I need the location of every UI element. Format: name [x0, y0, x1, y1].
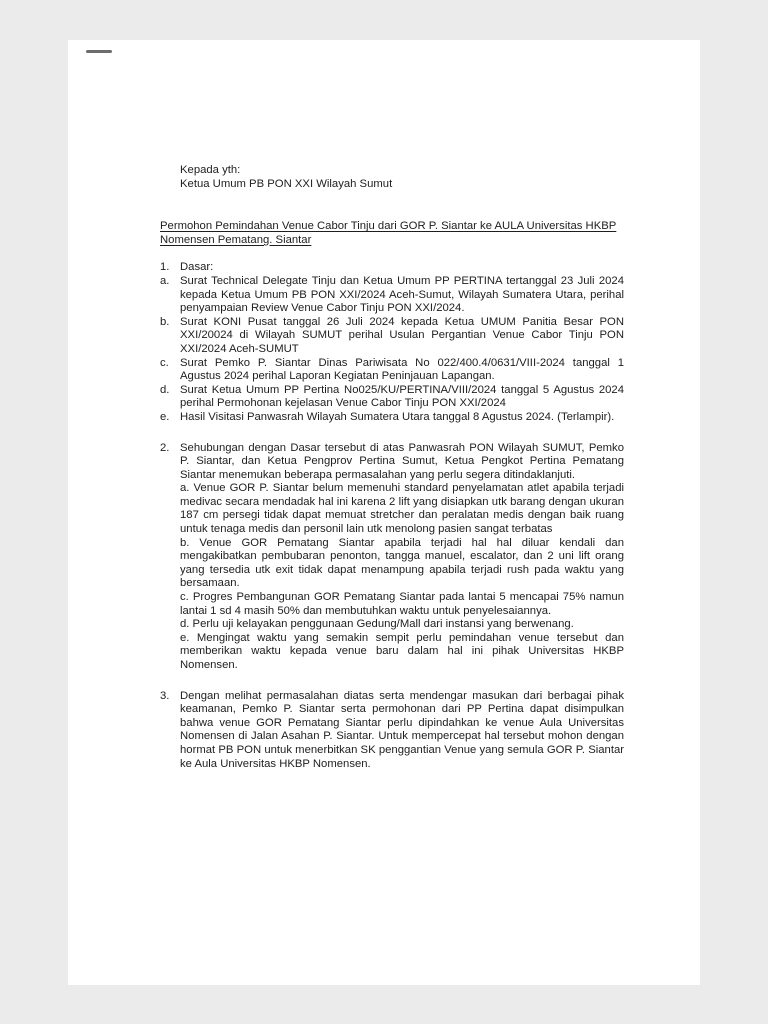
list-item [160, 411, 624, 425]
findings-intro: Sehubungan dengan Dasar tersebut di atas Panwasrah PON Wilayah SUMUT, Pemko P. Siantar, dan Ketua Pengprov Pertina Sumut, Ketua Pengkot Pertina Pematang Siantar menemukan beberapa permasalahan yang perlu segera ditindaklanjuti. [180, 441, 624, 481]
section-conclusion [160, 690, 624, 772]
list-item-label: d. [160, 383, 170, 396]
list-item-label: e. [160, 410, 170, 423]
finding-point: b. Venue GOR Pematang Siantar apabila terjadi hal hal diluar kendali dan mengakibatkan pembubaran penonton, tangga manuel, escalator, dan 2 uni lift orang yang tersedia utk exit tidak dapat menampung apabila terjadi rush pada waktu yang bersamaan. [180, 536, 624, 590]
finding-point: c. Progres Pembangunan GOR Pematang Siantar pada lantai 5 mencapai 75% namun lantai 1 sd 4 masih 50% dan membutuhkan waktu untuk penyelesaiannya. [180, 591, 624, 617]
list-item [160, 357, 624, 384]
list-item-text: Surat KONI Pusat tanggal 26 Juli 2024 kepada Ketua UMUM Panitia Besar PON XXI/20024 di Wilayah SUMUT perihal Usulan Pergantian Venue Cabor Tinju PON XXI/2024 Aceh-SUMUT [180, 315, 624, 355]
finding-point: a. Venue GOR P. Siantar belum memenuhi standard penyelamatan atlet apabila terjadi medivac secara mendadak hal ini karena 2 lift yang disiapkan utk barang dengan ukuran 187 cm persegi tidak dapat memuat stretcher dan peralatan medis dengan baik ruang untuk tenaga medis dan personil lain utk menolong pasien sangat terbatas [180, 482, 624, 536]
subject-line [160, 220, 624, 247]
recipient-name: Ketua Umum PB PON XXI Wilayah Sumut [180, 177, 393, 190]
section-number: 1. [160, 261, 170, 274]
subject-line-1: Permohon Pemindahan Venue Cabor Tinju dari GOR P. Siantar ke AULA Universitas HKBP [160, 220, 617, 233]
section-findings [160, 442, 624, 673]
section-number: 3. [160, 689, 170, 702]
section-number: 2. [160, 441, 170, 454]
finding-point: d. Perlu uji kelayakan penggunaan Gedung/Mall dari instansi yang berwenang. [180, 618, 574, 631]
list-item-label: b. [160, 315, 170, 328]
recipient-greeting: Kepada yth: [180, 164, 241, 176]
pen-mark [86, 50, 112, 53]
list-item-text: Hasil Visitasi Panwasrah Wilayah Sumatera Utara tanggal 8 Agustus 2024. (Terlampir). [180, 410, 615, 423]
section-heading: Dasar: [180, 261, 214, 274]
conclusion-text: Dengan melihat permasalahan diatas serta mendengar masukan dari berbagai pihak keamanan, Pemko P. Siantar serta permohonan dari PP Pertina dapat disimpulkan bahwa venue GOR Pematang Siantar perlu dipindahkan ke venue Aula Universitas Nomensen di Jalan Asahan P. Siantar. Untuk mempercepat hal tersebut mohon dengan hormat PB PON untuk menerbitkan SK penggantian Venue yang semula GOR P. Siantar ke Aula Universitas HKBP Nomensen. [180, 689, 624, 770]
list-item [160, 384, 624, 411]
recipient-block [180, 164, 624, 191]
list-item [160, 316, 624, 357]
list-item-text: Surat Technical Delegate Tinju dan Ketua Umum PP PERTINA tertanggal 23 Juli 2024 kepada Ketua Umum PB PON XXI/2024 Aceh-Sumut, Wilayah Sumatera Utara, perihal penyampaian Review Venue Cabor Tinju PON XXI/2024. [180, 274, 624, 315]
finding-point: e. Mengingat waktu yang semakin sempit perlu pemindahan venue tersebut dan memberikan waktu kepada venue baru dalam hal ini pihak Universitas HKBP Nomensen. [180, 631, 624, 671]
list-item-label: c. [160, 356, 169, 369]
subject-line-2: Nomensen Pematang. Siantar [160, 233, 312, 246]
list-item-text: Surat Pemko P. Siantar Dinas Pariwisata No 022/400.4/0631/VIII-2024 tanggal 1 Agustus 2024 perihal Laporan Kegiatan Peninjauan Lapangan. [180, 356, 624, 383]
list-item [160, 275, 624, 316]
letter-body [160, 164, 624, 771]
basis-list [160, 275, 624, 425]
list-item-text: Surat Ketua Umum PP Pertina No025/KU/PERTINA/VIII/2024 tanggal 5 Agustus 2024 perihal Permohonan kejelasan Venue Cabor Tinju PON XXI/2024 [180, 383, 624, 410]
list-item-label: a. [160, 274, 170, 287]
section-basis [160, 261, 624, 275]
